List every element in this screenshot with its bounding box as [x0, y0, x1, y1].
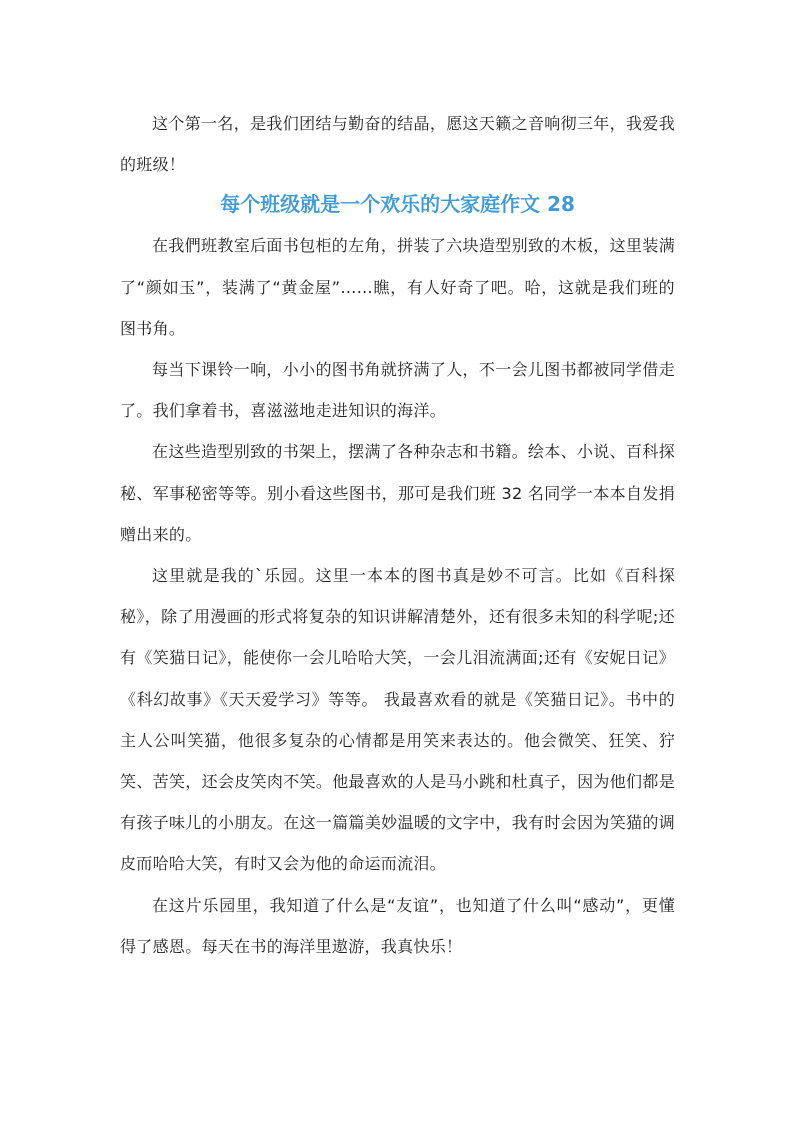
intro-paragraph: 这个第一名，是我们团结与勤奋的结晶，愿这天籁之音响彻三年，我爱我的班级！	[120, 114, 675, 175]
paragraph-2: 每当下课铃一响，小小的图书角就挤满了人，不一会儿图书都被同学借走了。我们拿着书，喜滋滋地走进知识的海洋。	[120, 360, 675, 421]
essay-title: 每个班级就是一个欢乐的大家庭作文 28	[220, 192, 575, 217]
paragraph-1: 在我們班教室后面书包柜的左角，拼装了六块造型别致的木板，这里装满了“颜如玉”，装满了“黄金屋”……瞧，有人好奇了吧。哈，这就是我们班的图书角。	[120, 236, 675, 338]
document-page	[120, 103, 675, 967]
paragraph-4: 这里就是我的`乐园。这里一本本的图书真是妙不可言。比如《百科探秘》，除了用漫画的形式将复杂的知识讲解清楚外，还有很多未知的科学呢;还有《笑猫日记》，能使你一会儿哈哈大笑，一会儿泪流满面;还有《安妮日记》《科幻故事》《天天爱学习》等等。 我最喜欢看的就是《笑猫日记》。书中的主人公叫笑猫，他很多复杂的心情都是用笑来表达的。他会微笑、狂笑、狞笑、苦笑，还会皮笑肉不笑。他最喜欢的人是马小跳和杜真子，因为他们都是有孩子味儿的小朋友。在这一篇篇美妙温暖的文字中，我有时会因为笑猫的调皮而哈哈大笑，有时又会为他的命运而流泪。	[120, 566, 675, 874]
paragraph-5: 在这片乐园里，我知道了什么是“友谊”，也知道了什么叫“感动”，更懂得了感恩。每天在书的海洋里遨游，我真快乐！	[120, 895, 675, 956]
paragraph-3: 在这些造型别致的书架上，摆满了各种杂志和书籍。绘本、小说、百科探秘、军事秘密等等。别小看这些图书，那可是我们班 32 名同学一本本自发捐赠出来的。	[120, 442, 675, 544]
